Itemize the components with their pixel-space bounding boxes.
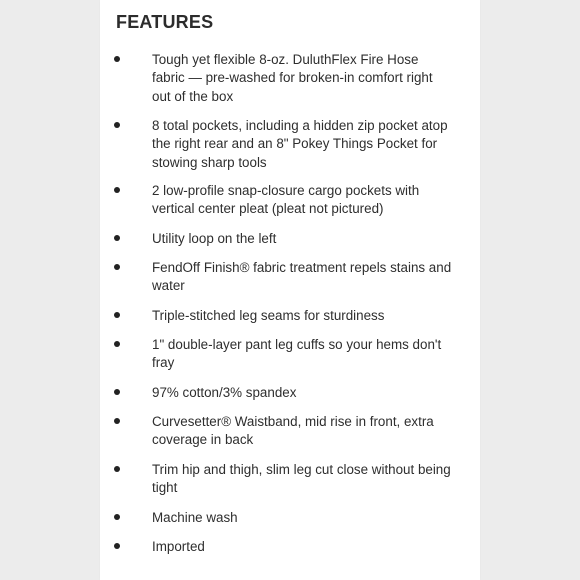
feature-text: 1" double-layer pant leg cuffs so your hems don't fray (152, 337, 442, 371)
feature-text: Imported (152, 539, 205, 554)
bullet-icon (114, 389, 120, 395)
bullet-icon (114, 312, 120, 318)
feature-text: Triple-stitched leg seams for sturdiness (152, 308, 385, 323)
bullet-icon (114, 264, 120, 270)
bullet-icon (114, 341, 120, 347)
feature-text: Curvesetter® Waistband, mid rise in front, extra coverage in back (152, 414, 434, 448)
bullet-icon (114, 235, 120, 241)
feature-text: 8 total pockets, including a hidden zip pocket atop the right rear and an 8" Pokey Things Pocket for stowing sharp tools (152, 118, 448, 170)
features-heading: FEATURES (116, 12, 214, 32)
bullet-icon (114, 466, 120, 472)
feature-text: 97% cotton/3% spandex (152, 385, 297, 400)
feature-text: Trim hip and thigh, slim leg cut close without being tight (152, 462, 451, 496)
bullet-icon (114, 122, 120, 128)
bullet-icon (114, 543, 120, 549)
feature-text: 2 low-profile snap-closure cargo pockets with vertical center pleat (pleat not pictured) (152, 183, 420, 217)
bullet-icon (114, 56, 120, 62)
features-panel (100, 0, 480, 580)
feature-text: FendOff Finish® fabric treatment repels stains and water (152, 260, 452, 294)
feature-text: Utility loop on the left (152, 231, 277, 246)
bullet-icon (114, 418, 120, 424)
bullet-icon (114, 514, 120, 520)
feature-text: Machine wash (152, 510, 238, 525)
feature-text: Tough yet flexible 8-oz. DuluthFlex Fire Hose fabric — pre-washed for broken-in comfort right out of the box (152, 52, 433, 104)
bullet-icon (114, 187, 120, 193)
